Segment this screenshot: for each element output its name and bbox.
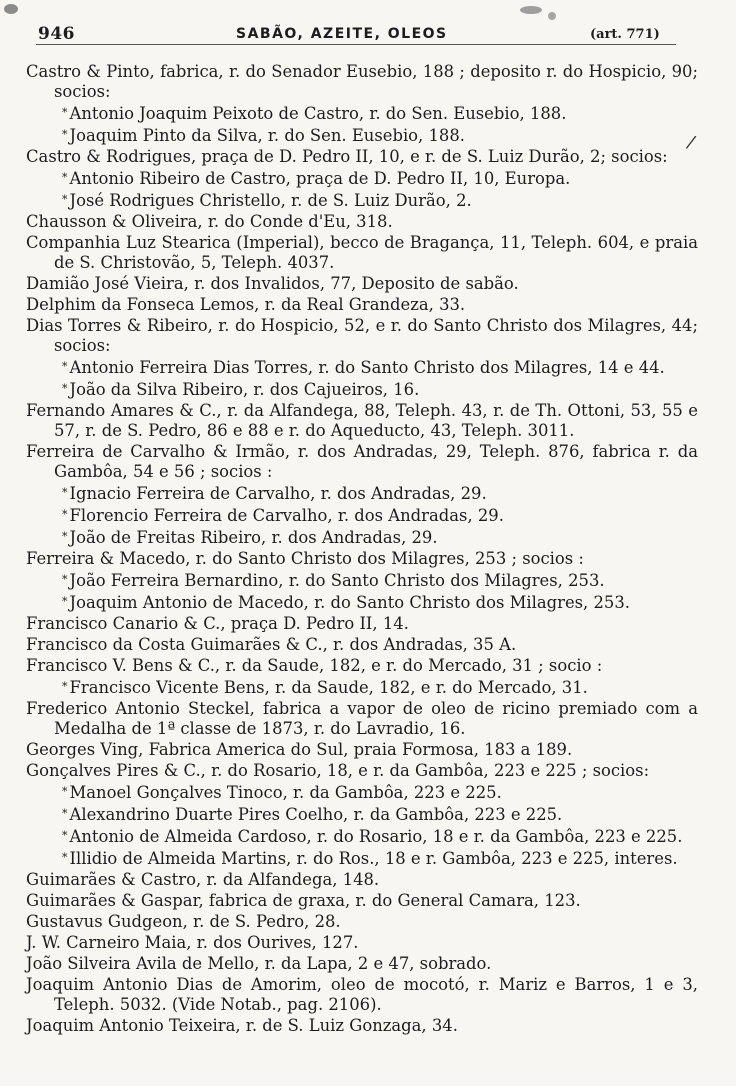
page-header [0,0,736,48]
entry-text: Manoel Gonçalves Tinoco, r. da Gambôa, 223 e 225. [69,783,502,802]
partner-marker: * [62,573,68,586]
entry-text: Ferreira & Macedo, r. do Santo Christo dos Milagres, 253 ; socios : [26,549,584,568]
entry-text: Francisco Canario & C., praça D. Pedro II, 14. [26,614,409,633]
firm-entry [0,401,736,441]
firm-entry [0,147,736,167]
partner-entry [0,826,736,847]
partner-marker: * [62,382,68,395]
entry-text: Joaquim Antonio Dias de Amorim, oleo de mocotó, r. Mariz e Barros, 1 e 3, Teleph. 5032. (Vide Notab., pag. 2106). [26,975,698,1014]
firm-entry [0,1016,736,1036]
firm-entry [0,740,736,760]
partner-marker: * [62,829,68,842]
article-reference: (art. 771) [590,27,660,42]
partner-entry [0,125,736,146]
partner-entry [0,592,736,613]
entry-text: João de Freitas Ribeiro, r. dos Andradas, 29. [69,528,438,547]
firm-entry [0,274,736,294]
partner-entry [0,168,736,189]
partner-marker: * [62,508,68,521]
entry-text: Illidio de Almeida Martins, r. do Ros., 18 e r. Gambôa, 223 e 225, interes. [69,849,678,868]
ink-speck [548,12,556,20]
entry-text: Companhia Luz Stearica (Imperial), becco de Bragança, 11, Teleph. 604, e praia de S. Christovão, 5, Teleph. 4037. [26,233,698,272]
ink-speck [4,4,18,14]
entry-text: Alexandrino Duarte Pires Coelho, r. da Gambôa, 223 e 225. [69,805,563,824]
entry-text: Fernando Amares & C., r. da Alfandega, 88, Teleph. 43, r. de Th. Ottoni, 53, 55 e 57, r. de S. Pedro, 86 e 88 e r. do Aqueducto, 43, Teleph. 3011. [26,401,698,440]
firm-entry [0,233,736,273]
entry-text: Guimarães & Gaspar, fabrica de graxa, r. do General Camara, 123. [26,891,581,910]
partner-marker: * [62,128,68,141]
firm-entry [0,316,736,356]
firm-entry [0,761,736,781]
partner-entry [0,527,736,548]
entry-text: Guimarães & Castro, r. da Alfandega, 148. [26,870,380,889]
partner-entry [0,782,736,803]
firm-entry [0,656,736,676]
partner-entry [0,677,736,698]
partner-entry [0,103,736,124]
partner-entry [0,483,736,504]
partner-marker: * [62,360,68,373]
entry-text: Ignacio Ferreira de Carvalho, r. dos Andradas, 29. [69,484,487,503]
firm-entry [0,62,736,102]
partner-marker: * [62,785,68,798]
firm-entry [0,954,736,974]
firm-entry [0,635,736,655]
entry-text: Gonçalves Pires & C., r. do Rosario, 18, e r. da Gambôa, 223 e 225 ; socios: [26,761,650,780]
header-rule [36,44,676,45]
entry-text: J. W. Carneiro Maia, r. dos Ourives, 127. [26,933,359,952]
entry-text: Gustavus Gudgeon, r. de S. Pedro, 28. [26,912,341,931]
entry-text: Antonio de Almeida Cardoso, r. do Rosario, 18 e r. da Gambôa, 223 e 225. [69,827,683,846]
partner-marker: * [62,680,68,693]
entry-text: João Ferreira Bernardino, r. do Santo Christo dos Milagres, 253. [69,571,605,590]
entry-text: Antonio Joaquim Peixoto de Castro, r. do Sen. Eusebio, 188. [69,104,567,123]
entry-text: Joaquim Antonio de Macedo, r. do Santo Christo dos Milagres, 253. [69,593,630,612]
entry-text: Delphim da Fonseca Lemos, r. da Real Grandeza, 33. [26,295,466,314]
partner-marker: * [62,171,68,184]
entry-text: Chausson & Oliveira, r. do Conde d'Eu, 318. [26,212,393,231]
partner-entry [0,804,736,825]
entry-list [0,62,736,1037]
firm-entry [0,870,736,890]
entry-text: Florencio Ferreira de Carvalho, r. dos Andradas, 29. [69,506,504,525]
margin-slash-mark: / [684,131,698,154]
entry-text: Francisco da Costa Guimarães & C., r. dos Andradas, 35 A. [26,635,517,654]
ink-speck [520,6,542,14]
partner-entry [0,190,736,211]
entry-text: João da Silva Ribeiro, r. dos Cajueiros, 16. [69,380,420,399]
running-title: SABÃO, AZEITE, OLEOS [236,26,448,42]
partner-entry [0,570,736,591]
firm-entry [0,891,736,911]
entry-text: Castro & Rodrigues, praça de D. Pedro II, 10, e r. de S. Luiz Durão, 2; socios: [26,147,668,166]
partner-entry [0,848,736,869]
entry-text: Ferreira de Carvalho & Irmão, r. dos Andradas, 29, Teleph. 876, fabrica r. da Gambôa, 54 e 56 ; socios : [26,442,698,481]
partner-marker: * [62,595,68,608]
entry-text: João Silveira Avila de Mello, r. da Lapa, 2 e 47, sobrado. [26,954,492,973]
entry-text: Antonio Ferreira Dias Torres, r. do Santo Christo dos Milagres, 14 e 44. [69,358,665,377]
firm-entry [0,212,736,232]
firm-entry [0,295,736,315]
partner-entry [0,379,736,400]
entry-text: Antonio Ribeiro de Castro, praça de D. Pedro II, 10, Europa. [69,169,571,188]
firm-entry [0,912,736,932]
firm-entry [0,549,736,569]
firm-entry [0,975,736,1015]
entry-text: Joaquim Pinto da Silva, r. do Sen. Eusebio, 188. [69,126,465,145]
page-number: 946 [38,24,75,44]
partner-marker: * [62,193,68,206]
entry-text: Dias Torres & Ribeiro, r. do Hospicio, 52, e r. do Santo Christo dos Milagres, 44; socios: [26,316,698,355]
entry-text: Joaquim Antonio Teixeira, r. de S. Luiz Gonzaga, 34. [26,1016,458,1035]
partner-entry [0,505,736,526]
firm-entry [0,442,736,482]
partner-marker: * [62,530,68,543]
firm-entry [0,699,736,739]
entry-text: Georges Ving, Fabrica America do Sul, praia Formosa, 183 a 189. [26,740,573,759]
partner-marker: * [62,106,68,119]
entry-text: Frederico Antonio Steckel, fabrica a vapor de oleo de ricino premiado com a Medalha de 1ª classe de 1873, r. do Lavradio, 16. [26,699,698,738]
entry-text: Castro & Pinto, fabrica, r. do Senador Eusebio, 188 ; deposito r. do Hospicio, 90; socios: [26,62,698,101]
entry-text: Francisco V. Bens & C., r. da Saude, 182, e r. do Mercado, 31 ; socio : [26,656,603,675]
partner-entry [0,357,736,378]
firm-entry [0,933,736,953]
partner-marker: * [62,807,68,820]
entry-text: Damião José Vieira, r. dos Invalidos, 77, Deposito de sabão. [26,274,519,293]
entry-text: José Rodrigues Christello, r. de S. Luiz Durão, 2. [69,191,472,210]
entry-text: Francisco Vicente Bens, r. da Saude, 182, e r. do Mercado, 31. [69,678,588,697]
partner-marker: * [62,851,68,864]
firm-entry [0,614,736,634]
partner-marker: * [62,486,68,499]
